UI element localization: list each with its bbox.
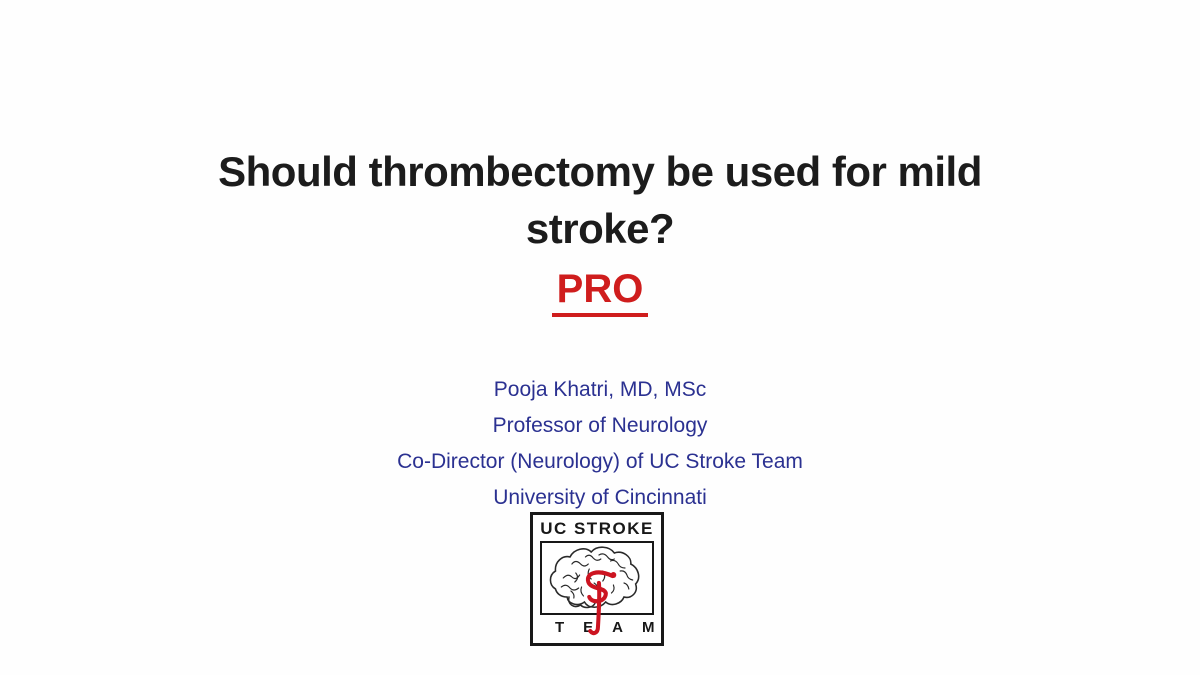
stance-block (0, 268, 1200, 317)
logo-bottom-text: TEAM (555, 619, 674, 636)
title-block (0, 143, 1200, 257)
brain-gyri-lines (561, 554, 632, 598)
uc-stroke-team-logo (530, 512, 674, 646)
author-university: University of Cincinnati (493, 486, 707, 509)
author-name: Pooja Khatri, MD, MSc (493, 378, 707, 401)
logo-brain-box (540, 541, 654, 615)
author-role: Co-Director (Neurology) of UC Stroke Team (397, 450, 803, 473)
logo-top-text: UC STROKE (540, 519, 654, 538)
author-block (0, 372, 1200, 516)
slide-title: Should thrombectomy be used for mild stroke? (218, 148, 982, 252)
stance-label: PRO (552, 268, 649, 317)
brain-icon (542, 543, 652, 613)
author-title: Professor of Neurology (492, 414, 708, 437)
catheter-dot (611, 572, 617, 578)
